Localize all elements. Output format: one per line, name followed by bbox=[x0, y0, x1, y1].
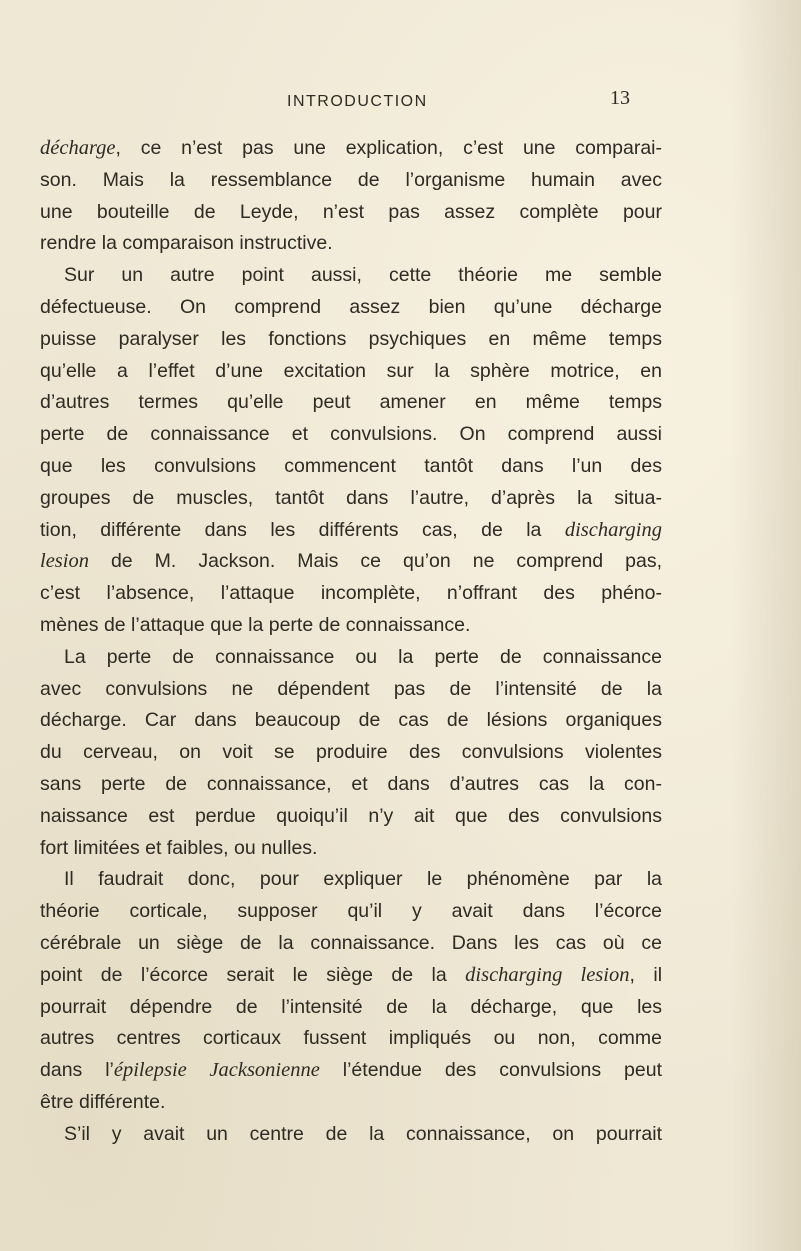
text-line bbox=[40, 642, 662, 674]
text-run: Il faudrait donc, pour expliquer le phénomène par la bbox=[64, 868, 662, 891]
text-run: qu’elle a l’effet d’une excitation sur la sphère motrice, en bbox=[40, 359, 662, 382]
text-run: tion, différente dans les différents cas, de la bbox=[40, 518, 565, 541]
text-run: une bouteille de Leyde, n’est pas assez complète pour bbox=[40, 200, 662, 223]
text-run: rendre la comparaison instructive. bbox=[40, 232, 333, 255]
text-run: défectueuse. On comprend assez bien qu’une décharge bbox=[40, 295, 662, 318]
text-line bbox=[40, 737, 662, 769]
text-line bbox=[40, 896, 662, 928]
text-line bbox=[40, 864, 662, 896]
text-run: décharge. Car dans beaucoup de cas de lésions organiques bbox=[40, 709, 662, 732]
text-line bbox=[40, 992, 662, 1024]
text-run: point de l’écorce serait le siège de la bbox=[40, 963, 466, 986]
text-run: Sur un autre point aussi, cette théorie me semble bbox=[64, 264, 662, 287]
text-run: théorie corticale, supposer qu’il y avait dans l’écorce bbox=[40, 900, 662, 923]
text-run: avec convulsions ne dépendent pas de l’intensité de la bbox=[40, 677, 662, 700]
text-run: groupes de muscles, tantôt dans l’autre, d’après la situa- bbox=[40, 486, 662, 509]
text-run: du cerveau, on voit se produire des convulsions violentes bbox=[40, 741, 662, 764]
text-line bbox=[40, 546, 662, 578]
italic-text: discharging bbox=[564, 518, 662, 541]
text-line bbox=[40, 292, 662, 324]
text-run: S’il y avait un centre de la connaissance, on pourrait bbox=[64, 1122, 662, 1145]
text-run: , ce n’est pas une explication, c’est une comparai- bbox=[115, 137, 662, 159]
text-line bbox=[40, 960, 662, 992]
text-line bbox=[40, 515, 662, 547]
text-line bbox=[40, 133, 662, 165]
text-line bbox=[40, 1023, 662, 1055]
text-line bbox=[40, 260, 662, 292]
page-header bbox=[0, 87, 801, 123]
italic-text: lesion bbox=[40, 550, 89, 573]
text-line bbox=[40, 356, 662, 388]
text-line bbox=[40, 833, 662, 865]
text-run: , il bbox=[629, 963, 663, 986]
text-line bbox=[40, 1055, 662, 1087]
text-line bbox=[40, 1087, 662, 1119]
text-run: cérébrale un siège de la connaissance. Dans les cas où ce bbox=[40, 931, 662, 954]
text-line bbox=[40, 419, 662, 451]
running-title: INTRODUCTION bbox=[287, 93, 428, 110]
text-run: mènes de l’attaque que la perte de connaissance. bbox=[40, 613, 471, 636]
text-run: naissance est perdue quoiqu’il n’y ait que des convulsions bbox=[40, 804, 662, 827]
text-line bbox=[40, 928, 662, 960]
text-line bbox=[40, 1119, 662, 1151]
text-run: de M. Jackson. Mais ce qu’on ne comprend pas, bbox=[88, 550, 662, 573]
text-run: l’étendue des convulsions peut bbox=[319, 1059, 663, 1082]
text-line bbox=[40, 610, 662, 642]
text-line bbox=[40, 324, 662, 356]
text-line bbox=[40, 483, 662, 515]
text-line bbox=[40, 165, 662, 197]
text-run: que les convulsions commencent tantôt dans l’un des bbox=[40, 454, 662, 477]
text-run: sans perte de connaissance, et dans d’autres cas la con- bbox=[40, 772, 662, 795]
text-line bbox=[40, 387, 662, 419]
text-line bbox=[40, 674, 662, 706]
text-line bbox=[40, 705, 662, 737]
text-run: La perte de connaissance ou la perte de connaissance bbox=[64, 645, 662, 668]
italic-text: épilepsie Jacksonienne bbox=[113, 1059, 320, 1082]
text-line bbox=[40, 578, 662, 610]
text-run: puisse paralyser les fonctions psychiques en même temps bbox=[40, 327, 662, 350]
text-line bbox=[40, 228, 662, 260]
italic-text: décharge bbox=[40, 137, 116, 159]
text-run: d’autres termes qu’elle peut amener en même temps bbox=[40, 391, 662, 414]
page-number: 13 bbox=[610, 87, 630, 109]
text-run: c’est l’absence, l’attaque incomplète, n’offrant des phéno- bbox=[40, 582, 662, 605]
text-run: perte de connaissance et convulsions. On comprend aussi bbox=[40, 423, 662, 446]
body-text bbox=[40, 133, 662, 1151]
text-line bbox=[40, 197, 662, 229]
text-run: dans l’ bbox=[40, 1059, 114, 1082]
text-line bbox=[40, 769, 662, 801]
text-run: son. Mais la ressemblance de l’organisme humain avec bbox=[40, 168, 662, 191]
text-line bbox=[40, 451, 662, 483]
text-run: autres centres corticaux fussent impliqués ou non, comme bbox=[40, 1027, 662, 1050]
text-run: pourrait dépendre de l’intensité de la décharge, que les bbox=[40, 995, 662, 1018]
text-run: fort limitées et faibles, ou nulles. bbox=[40, 836, 318, 859]
page-edge-shadow bbox=[731, 0, 801, 1251]
text-run: être différente. bbox=[40, 1090, 166, 1113]
italic-text: discharging lesion bbox=[465, 963, 630, 986]
text-line bbox=[40, 801, 662, 833]
